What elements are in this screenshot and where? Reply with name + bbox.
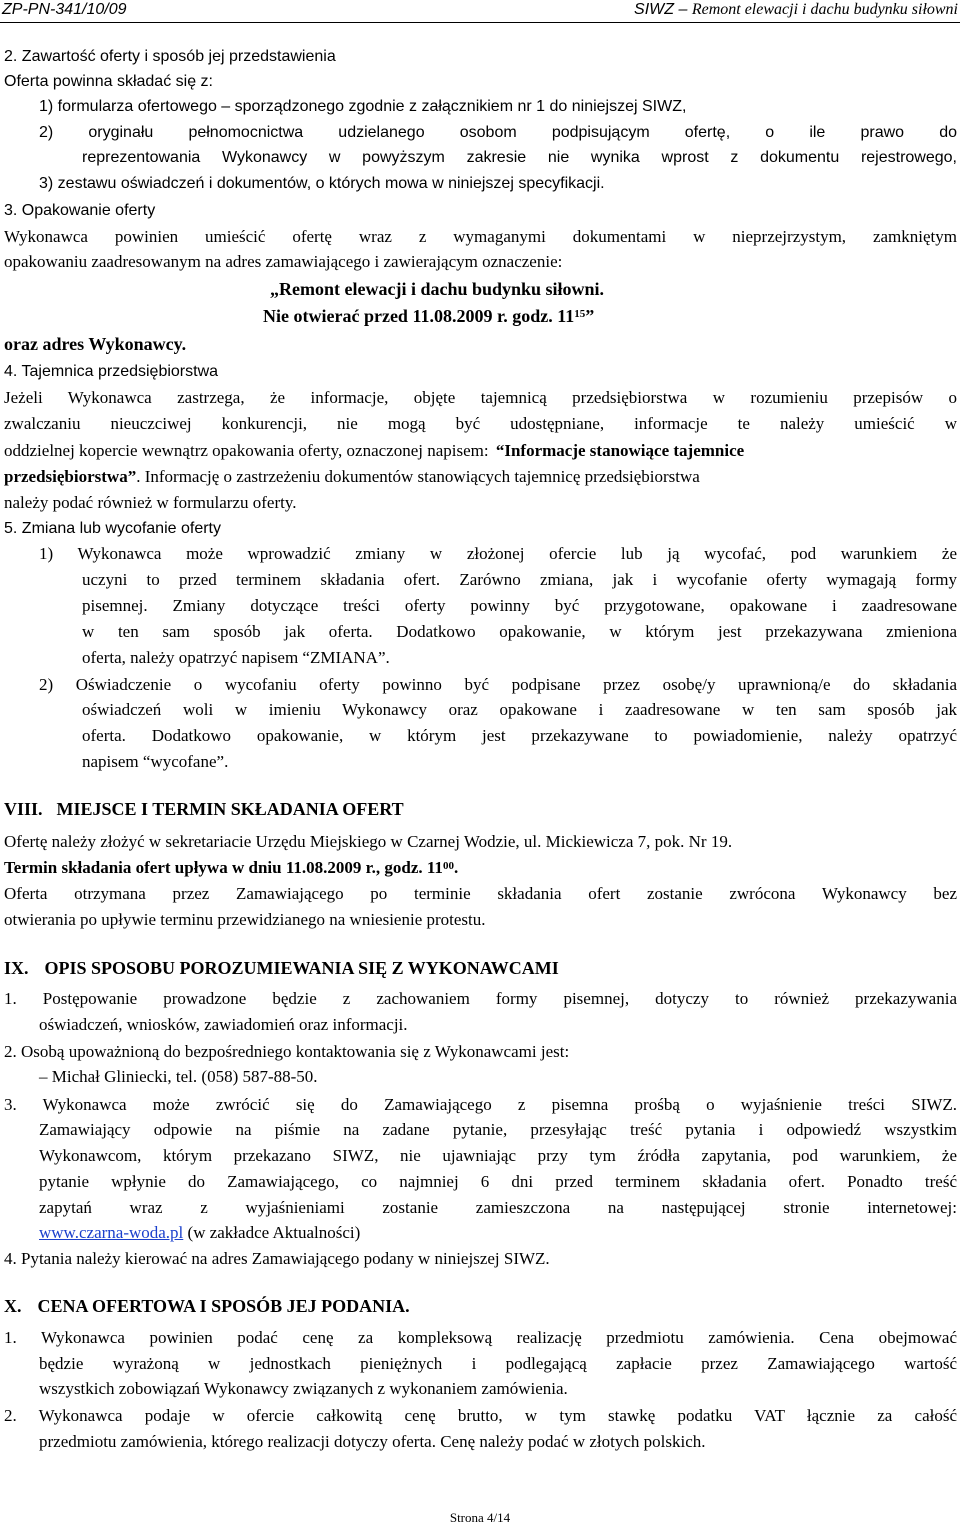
- section-2-item-2: 2) oryginału pełnomocnictwa udzielanego osobom podpisującym ofertę, o ile prawo do: [39, 124, 957, 141]
- section-2-item-3: 3) zestawu oświadczeń i dokumentów, o których mowa w niniejszej specyfikacji.: [39, 175, 605, 192]
- section-ix-item-3-c: Wykonawcom, którym przekazano SIWZ, nie ujawniając przy tym źródła zapytania, pod warunkiem, że: [39, 1146, 957, 1165]
- marking-line-1: „Remont elewacji i dachu budynku siłowni.: [270, 279, 605, 299]
- page-header: [0, 0, 960, 23]
- section-2-intro: Oferta powinna składać się z:: [4, 73, 213, 90]
- section-x-item-2-b: przedmiotu zamówienia, którego realizacji dotyczy oferta. Cenę należy podać w złotych polskich.: [39, 1432, 706, 1451]
- marking-line-3: oraz adres Wykonawcy.: [4, 334, 187, 354]
- section-5-b-1: 2) Oświadczenie o wycofaniu oferty powinno być podpisane przez osobę/y uprawnioną/e do składania: [39, 675, 957, 694]
- section-x-item-1: 1. Wykonawca powinien podać cenę za kompleksową realizację przedmiotu zamówienia. Cena obejmować: [4, 1328, 957, 1347]
- page-number: Strona 4/14: [449, 1510, 511, 1525]
- section-ix-item-1: 1. Postępowanie prowadzone będzie z zachowaniem formy pisemnej, dotyczy to również przekazywania: [4, 989, 957, 1008]
- section-ix-item-2: 2. Osobą upoważnioną do bezpośredniego kontaktowania się z Wykonawcami jest:: [4, 1042, 570, 1061]
- section-5-b-3: oferta. Dodatkowo opakowanie, w którym jest przekazywane to powiadomienie, należy opatrzyć: [82, 726, 957, 745]
- marking-line-2: Nie otwierać przed 11.08.2009 r. godz. $11^{15}$”: [263, 306, 595, 326]
- section-5-b-2: oświadczeń woli w imieniu Wykonawcy oraz opakowane i zaadresowane w ten sam sposób jak: [82, 700, 957, 719]
- section-ix-heading: IX. OPIS SPOSOBU POROZUMIEWANIA SIĘ Z WYKONAWCAMI: [4, 958, 559, 978]
- section-2-title: 2. Zawartość oferty i sposób jej przedstawienia: [4, 48, 336, 65]
- section-4-line-3: oddzielnej kopercie wewnątrz opakowania oferty, oznaczonej napisem: “Informacje stanowiące tajemnice: [4, 441, 745, 460]
- section-4-line-5: należy podać również w formularzu oferty.: [4, 493, 297, 512]
- section-5-b-4: napisem “wycofane”.: [82, 752, 229, 771]
- section-viii-deadline: Termin składania ofert upływa w dniu 11.08.2009 r., godz. $11^{00}$.: [4, 858, 459, 877]
- section-ix-item-1-cont: oświadczeń, wniosków, zawiadomień oraz informacji.: [39, 1015, 408, 1034]
- section-5-a-1: 1) Wykonawca może wprowadzić zmiany w złożonej ofercie lub ją wycofać, pod warunkiem że: [39, 544, 957, 563]
- section-ix-item-3-b: Zamawiający odpowie na piśmie na zadane pytanie, przesyłając treść pytania i odpowiedź wszystkim: [39, 1120, 957, 1139]
- section-ix-contact: – Michał Gliniecki, tel. (058) 587-88-50.: [39, 1067, 318, 1086]
- document-title: SIWZ – Remont elewacji i dachu budynku siłowni: [634, 1, 958, 18]
- section-x-item-2: 2. Wykonawca podaje w ofercie całkowitą cenę brutto, w tym stawkę podatku VAT łącznie za całość: [4, 1406, 957, 1425]
- document-number: ZP-PN-341/10/09: [2, 1, 127, 18]
- section-x-item-1-c: wszystkich zobowiązań Wykonawcy związanych z wykonaniem zamówienia.: [39, 1379, 568, 1398]
- section-4-line-2: zwalczaniu nieuczciwej konkurencji, nie mogą być udostępniane, informacje te należy umieścić w: [4, 414, 957, 433]
- section-2-item-1: 1) formularza ofertowego – sporządzonego zgodnie z załącznikiem nr 1 do niniejszej SIWZ,: [39, 98, 687, 115]
- website-link[interactable]: www.czarna-woda.pl: [39, 1223, 184, 1242]
- section-5-title: 5. Zmiana lub wycofanie oferty: [4, 520, 221, 537]
- section-4-line-4: przedsiębiorstwa”. Informację o zastrzeżeniu dokumentów stanowiących tajemnicę przedsiębiorstwa: [4, 467, 700, 486]
- section-x-heading: X. CENA OFERTOWA I SPOSÓB JEJ PODANIA.: [4, 1296, 410, 1316]
- section-3-text-cont: opakowaniu zaadresowanym na adres zamawiającego i zawierającym oznaczenie:: [4, 252, 563, 271]
- section-ix-item-3: 3. Wykonawca może zwrócić się do Zamawiającego z pisemna prośbą o wyjaśnienie treści SIWZ.: [4, 1095, 957, 1114]
- section-3-text: Wykonawca powinien umieścić ofertę wraz z wymaganymi dokumentami w nieprzejrzystym, zamkniętym: [4, 227, 957, 246]
- section-4-line-1: Jeżeli Wykonawca zastrzega, że informacje, objęte tajemnicą przedsiębiorstwa w rozumieniu przepisów o: [4, 388, 957, 407]
- section-4-title: 4. Tajemnica przedsiębiorstwa: [4, 363, 219, 380]
- section-ix-item-3-e: zapytań wraz z wyjaśnieniami zostanie zamieszczona na następującej stronie internetowej:: [39, 1198, 957, 1217]
- section-5-a-4: w ten sam sposób jak oferta. Dodatkowo opakowanie, w którym jest przekazywana zmieniona: [82, 622, 957, 641]
- section-viii-heading: VIII. MIEJSCE I TERMIN SKŁADANIA OFERT: [4, 799, 404, 819]
- section-2-item-2-cont: reprezentowania Wykonawcy w powyższym zakresie nie wynika wprost z dokumentu rejestrowego,: [82, 149, 957, 166]
- section-3-title: 3. Opakowanie oferty: [4, 202, 156, 219]
- section-5-a-5: oferta, należy opatrzyć napisem “ZMIANA”.: [82, 648, 390, 667]
- section-5-a-2: uczyni to przed terminem składania ofert. Zarówno zmiana, jak i wycofanie oferty wymagają formy: [82, 570, 957, 589]
- section-ix-item-3-d: pytanie wpłynie do Zamawiającego, co najmniej 6 dni przed terminem składania ofert. Ponadto treść: [39, 1172, 957, 1191]
- section-ix-item-4: 4. Pytania należy kierować na adres Zamawiającego podany w niniejszej SIWZ.: [4, 1249, 550, 1268]
- section-viii-line-1: Ofertę należy złożyć w sekretariacie Urzędu Miejskiego w Czarnej Wodzie, ul. Mickiewicza 7, pok. Nr 19.: [4, 832, 733, 851]
- section-ix-item-3-f: www.czarna-woda.pl (w zakładce Aktualności): [39, 1223, 361, 1242]
- section-5-a-3: pisemnej. Zmiany dotyczące treści oferty powinny być przygotowane, opakowane i zaadresowane: [82, 596, 957, 615]
- section-x-item-1-b: będzie wyrażoną w jednostkach pieniężnych i podlegającą zapłacie przez Zamawiającego wartość: [39, 1354, 957, 1373]
- section-viii-line-4: otwierania po upływie terminu przewidzianego na wniesienie protestu.: [4, 910, 486, 929]
- section-viii-line-3: Oferta otrzymana przez Zamawiającego po terminie składania ofert zostanie zwrócona Wykonawcy bez: [4, 884, 957, 903]
